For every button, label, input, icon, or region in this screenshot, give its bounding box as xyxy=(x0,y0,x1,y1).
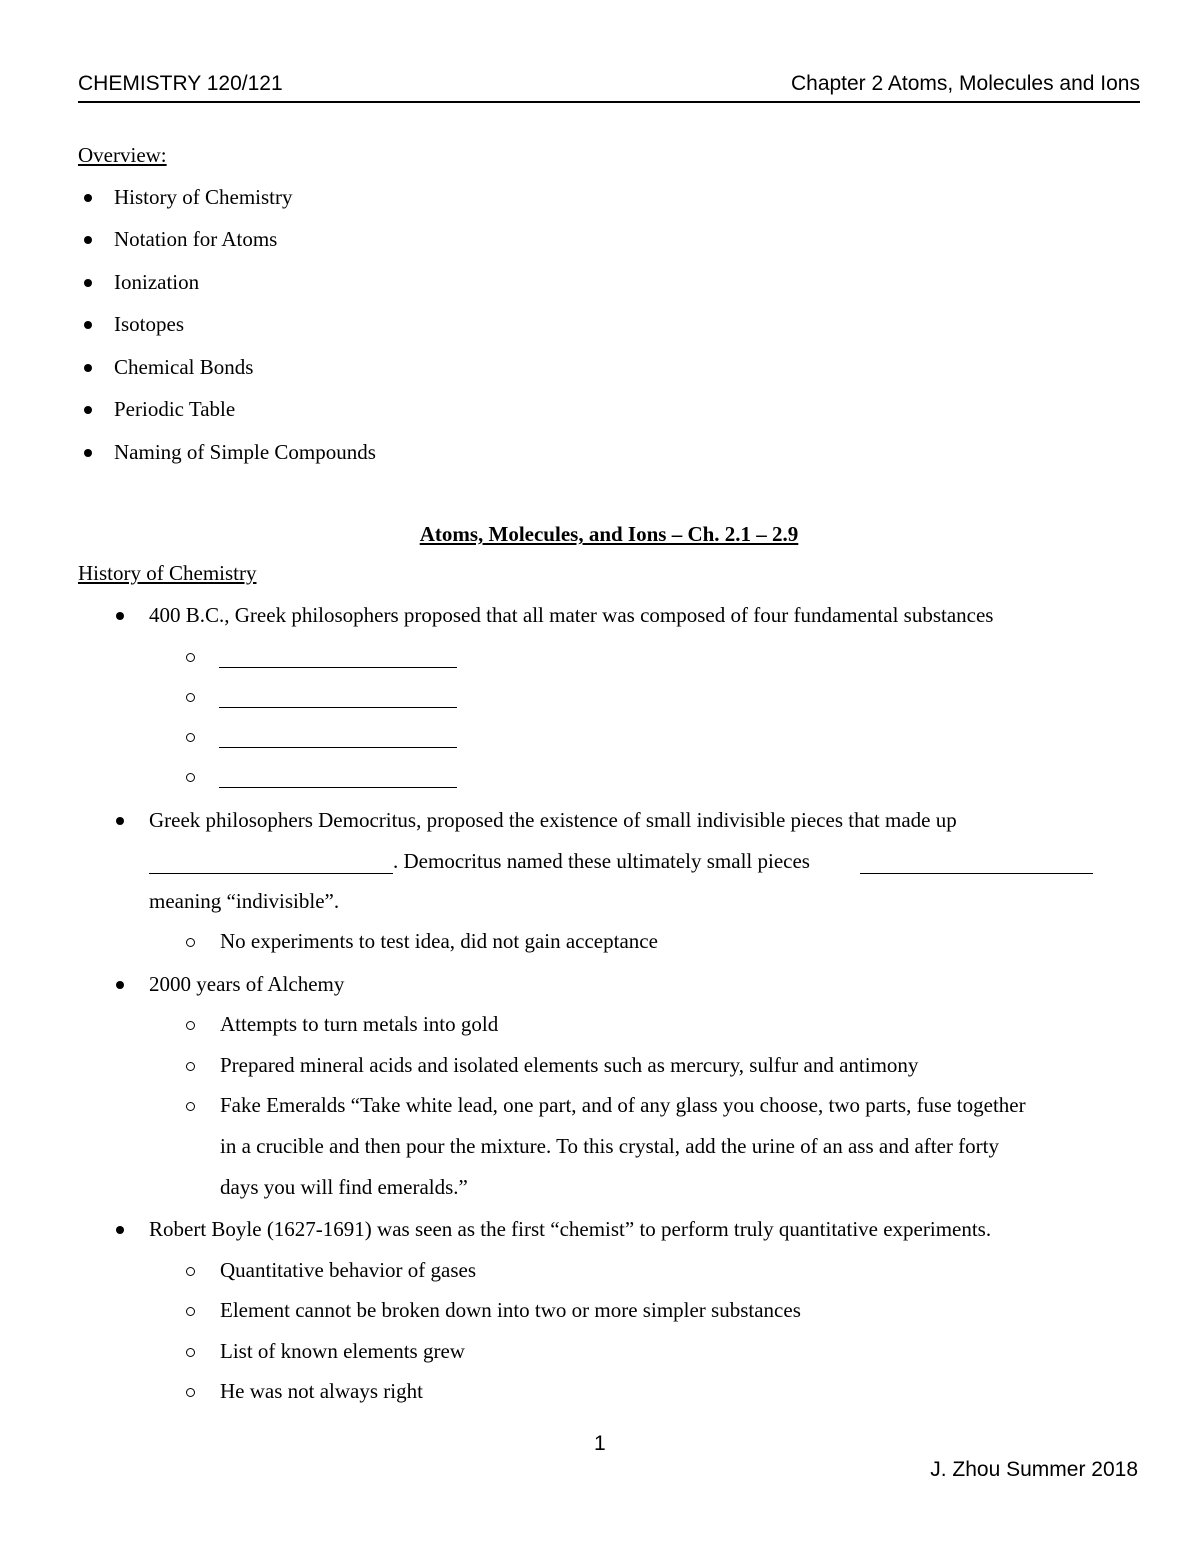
circle-bullet-icon xyxy=(186,1307,195,1316)
section-title: Atoms, Molecules, and Ions – Ch. 2.1 – 2.9 xyxy=(419,522,799,546)
overview-item: Isotopes xyxy=(114,312,184,336)
history-point-text: meaning “indivisible”. xyxy=(149,889,340,913)
bullet-icon xyxy=(84,236,92,244)
circle-bullet-icon xyxy=(186,1388,195,1397)
course-title: CHEMISTRY 120/121 xyxy=(78,72,283,95)
circle-bullet-icon xyxy=(186,1021,195,1030)
bullet-icon xyxy=(84,449,92,457)
history-point: 2000 years of Alchemy xyxy=(149,972,345,996)
bullet-icon xyxy=(84,321,92,329)
overview-heading: Overview: xyxy=(78,143,167,167)
circle-bullet-icon xyxy=(186,938,195,947)
history-point: Greek philosophers Democritus, proposed the existence of small indivisible pieces that made up xyxy=(149,808,957,832)
history-subpoint: No experiments to test idea, did not gain acceptance xyxy=(220,929,658,953)
circle-bullet-icon xyxy=(186,733,195,742)
circle-bullet-icon xyxy=(186,1348,195,1357)
bullet-icon xyxy=(116,817,124,825)
fill-in-blank xyxy=(219,771,457,788)
history-subpoint: Attempts to turn metals into gold xyxy=(220,1012,499,1036)
overview-item: Notation for Atoms xyxy=(114,227,278,251)
fill-in-blank xyxy=(219,651,457,668)
circle-bullet-icon xyxy=(186,1102,195,1111)
history-point: Robert Boyle (1627-1691) was seen as the first “chemist” to perform truly quantitative experiments. xyxy=(149,1217,992,1241)
overview-item: Naming of Simple Compounds xyxy=(114,440,376,464)
circle-bullet-icon xyxy=(186,773,195,782)
page-header xyxy=(78,70,1140,103)
circle-bullet-icon xyxy=(186,1267,195,1276)
history-point-text: . Democritus named these ultimately small pieces xyxy=(393,849,810,873)
section-subtitle: History of Chemistry xyxy=(78,561,257,585)
overview-item: Periodic Table xyxy=(114,397,236,421)
history-subpoint: Element cannot be broken down into two or more simpler substances xyxy=(220,1298,801,1322)
bullet-icon xyxy=(84,364,92,372)
history-subpoint: List of known elements grew xyxy=(220,1339,465,1363)
history-subpoint: He was not always right xyxy=(220,1379,423,1403)
history-subpoint-text: days you will find emeralds.” xyxy=(220,1175,468,1199)
bullet-icon xyxy=(84,279,92,287)
history-subpoint-text: in a crucible and then pour the mixture. To this crystal, add the urine of an ass and after forty xyxy=(220,1134,999,1158)
history-subpoint: Fake Emeralds “Take white lead, one part, and of any glass you choose, two parts, fuse together xyxy=(220,1093,1026,1117)
bullet-icon xyxy=(84,406,92,414)
overview-item: History of Chemistry xyxy=(114,185,293,209)
bullet-icon xyxy=(116,1226,124,1234)
overview-item: Chemical Bonds xyxy=(114,355,254,379)
bullet-icon xyxy=(116,612,124,620)
circle-bullet-icon xyxy=(186,693,195,702)
history-subpoint: Prepared mineral acids and isolated elements such as mercury, sulfur and antimony xyxy=(220,1053,919,1077)
fill-in-blank xyxy=(149,857,393,874)
chapter-title: Chapter 2 Atoms, Molecules and Ions xyxy=(790,72,1140,95)
circle-bullet-icon xyxy=(186,1062,195,1071)
fill-in-blank xyxy=(219,731,457,748)
fill-in-blank xyxy=(860,857,1093,874)
fill-in-blank xyxy=(219,691,457,708)
bullet-icon xyxy=(116,981,124,989)
circle-bullet-icon xyxy=(186,653,195,662)
overview-item: Ionization xyxy=(114,270,200,294)
footer-author: J. Zhou Summer 2018 xyxy=(930,1458,1138,1481)
history-point: 400 B.C., Greek philosophers proposed that all mater was composed of four fundamental substances xyxy=(149,603,994,627)
page-number: 1 xyxy=(594,1432,606,1455)
bullet-icon xyxy=(84,194,92,202)
history-subpoint: Quantitative behavior of gases xyxy=(220,1258,476,1282)
